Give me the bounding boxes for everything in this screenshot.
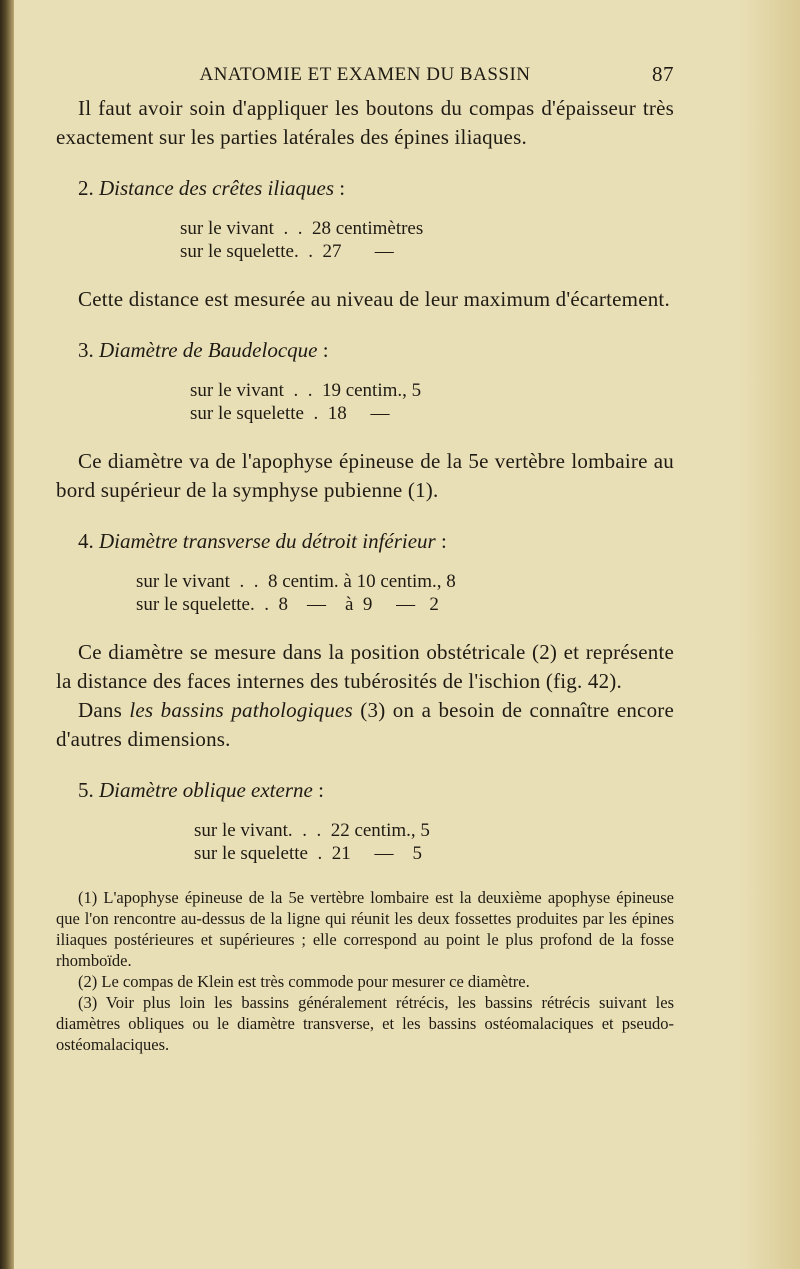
section-5-measurements <box>194 819 674 865</box>
section-2-colon: : <box>334 176 346 200</box>
row-leader: . <box>303 403 328 424</box>
section-3-number: 3. <box>78 338 94 362</box>
book-page <box>56 58 674 1055</box>
text-run: (3) on a besoin de connaître encore d'autres dimensions. <box>56 698 674 751</box>
section-5-heading <box>78 776 674 805</box>
row-label: sur le vivant <box>180 218 274 239</box>
footnotes <box>56 887 674 1055</box>
section-5-colon: : <box>312 778 324 802</box>
section-3-colon: : <box>317 338 329 362</box>
text-run: Dans <box>78 698 130 722</box>
row-value: 27 — <box>322 241 394 262</box>
row-value: 21 — 5 <box>331 843 422 864</box>
row-leader: . <box>307 843 332 864</box>
row-value: 22 centim., 5 <box>330 820 430 841</box>
row-leader: . <box>298 241 323 262</box>
row-leader: . . <box>249 594 279 615</box>
footnote-1: (1) L'apophyse épineuse de la 5e vertèbre lombaire est la deuxième apophyse épineuse que l'on rencontre au-dessus de la ligne qui réunit les deux fossettes produites par les épines iliaques postérieures et supérieures ; elle correspond au point le plus profond de la fosse rhomboïde. <box>56 888 674 970</box>
row-label: sur le vivant. <box>194 820 293 841</box>
measurement-row <box>194 819 674 842</box>
section-5-title: Diamètre oblique externe <box>99 778 313 802</box>
row-value: 8 centim. à 10 centim., 8 <box>267 571 456 592</box>
section-2-title: Distance des crêtes iliaques <box>99 176 335 200</box>
row-label: sur le vivant <box>190 380 284 401</box>
row-leader: . . <box>273 218 312 239</box>
row-value: 8 — à 9 — 2 <box>278 594 439 615</box>
running-head <box>56 58 674 88</box>
measurement-row <box>136 570 674 593</box>
section-3-paragraph: Ce diamètre va de l'apophyse épineuse de la 5e vertèbre lombaire au bord supérieur de la symphyse pubienne (1). <box>56 449 674 502</box>
section-5-number: 5. <box>78 778 94 802</box>
measurement-row <box>180 217 674 240</box>
row-value: 19 centim., 5 <box>321 380 422 401</box>
page-number: 87 <box>652 62 674 86</box>
section-4-paragraph: Ce diamètre se mesure dans la position obstétricale (2) et représente la distance des faces internes des tubérosités de l'ischion (fig. 42). <box>56 640 674 693</box>
footnote-3: (3) Voir plus loin les bassins généralement rétrécis, les bassins rétrécis suivant les diamètres obliques ou le diamètre transverse, et les bassins ostéomalaciques et pseudo-ostéomalaciques. <box>56 993 674 1054</box>
section-3-measurements <box>190 379 674 425</box>
measurement-row <box>180 240 674 263</box>
row-value: 28 centimètres <box>311 218 424 239</box>
row-label: sur le vivant <box>136 571 230 592</box>
measurement-row <box>136 593 674 616</box>
footnote-2: (2) Le compas de Klein est très commode pour mesurer ce diamètre. <box>78 972 530 991</box>
row-label: sur le squelette <box>190 403 304 424</box>
section-3-heading <box>78 336 674 365</box>
section-4-paragraph-2 <box>56 696 674 754</box>
row-label: sur le squelette <box>194 843 308 864</box>
measurement-row <box>190 379 674 402</box>
section-4-title: Diamètre transverse du détroit inférieur <box>99 529 436 553</box>
measurement-row <box>194 842 674 865</box>
section-4-colon: : <box>435 529 447 553</box>
book-spine-shadow <box>0 0 14 1269</box>
row-leader: . . <box>283 380 322 401</box>
section-2-paragraph: Cette distance est mesurée au niveau de leur maximum d'écartement. <box>78 287 670 311</box>
intro-paragraph: Il faut avoir soin d'appliquer les boutons du compas d'épaisseur très exactement sur les parties latérales des épines iliaques. <box>56 96 674 149</box>
section-2-measurements <box>180 217 674 263</box>
section-3-title: Diamètre de Baudelocque <box>99 338 318 362</box>
section-2-heading <box>78 174 674 203</box>
running-title: ANATOMIE ET EXAMEN DU BASSIN <box>199 64 531 85</box>
section-4-heading <box>78 527 674 556</box>
row-leader: . . <box>292 820 331 841</box>
section-2-number: 2. <box>78 176 94 200</box>
row-label: sur le squelette. <box>180 241 299 262</box>
row-value: 18 — <box>327 403 390 424</box>
row-leader: . . <box>229 571 268 592</box>
row-label: sur le squelette <box>136 594 250 615</box>
section-4-measurements <box>136 570 674 616</box>
page-edge-tint <box>740 0 800 1269</box>
measurement-row <box>190 402 674 425</box>
italic-run: les bassins pathologiques <box>129 698 353 722</box>
section-4-number: 4. <box>78 529 94 553</box>
